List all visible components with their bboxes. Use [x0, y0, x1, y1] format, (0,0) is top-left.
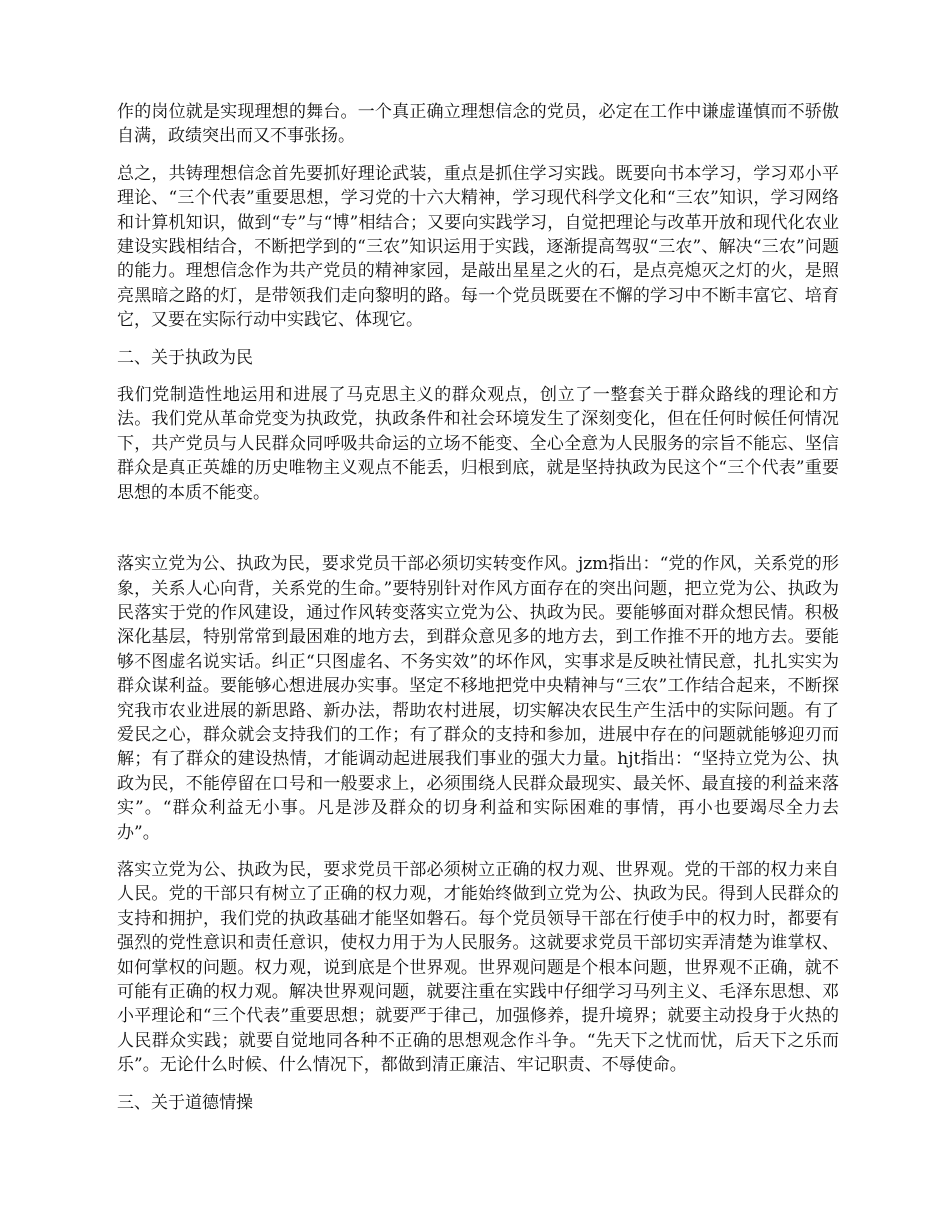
paragraph-work-style: 落实立党为公、执政为民，要求党员干部必须切实转变作风。jzm指出：“党的作风，关系党的形象，关系人心向背，关系党的生命。”要特别针对作风方面存在的突出问题，把立党为公、执政为民落实于党的作风建设，通过作风转变落实立党为公、执政为民。要能够面对群众想民情。积极深化基层，特别常常到最困难的地方去，到群众意见多的地方去，到工作推不开的地方去。要能够不图虚名说实话。纠正“只图虚名、不务实效”的坏作风，实事求是反映社情民意，扎扎实实为群众谋利益。要能够心想进展办实事。坚定不移地把党中央精神与“三农”工作结合起来，不断探究我市农业进展的新思路、新办法，帮助农村进展，切实解决农民生产生活中的实际问题。有了爱民之心，群众就会支持我们的工作；有了群众的支持和参加，进展中存在的问题就能够迎刃而解；有了群众的建设热情，才能调动起进展我们事业的强大力量。hjt指出：“坚持立党为公、执政为民，不能停留在口号和一般要求上，必须围绕人民群众最现实、最关怀、最直接的利益来落实”。“群众利益无小事。凡是涉及群众的切身利益和实际困难的事情，再小也要竭尽全力去办”。	[117, 554, 839, 843]
paragraph-ideals-conclusion: 作的岗位就是实现理想的舞台。一个真正确立理想信念的党员，必定在工作中谦虚谨慎而不骄傲自满，政绩突出而又不事张扬。	[117, 102, 839, 147]
paragraph-theory-study: 总之，共铸理想信念首先要抓好理论武装，重点是抓住学习实践。既要向书本学习，学习邓小平理论、“三个代表”重要思想，学习党的十六大精神，学习现代科学文化和“三农”知识，学习网络和计算机知识，做到“专”与“博”相结合；又要向实践学习，自觉把理论与改革开放和现代化农业建设实践相结合，不断把学到的“三农”知识运用于实践，逐渐提高驾驭“三农”、解决“三农”问题的能力。理想信念作为共产党员的精神家园，是敲出星星之火的石，是点亮熄灭之灯的火，是照亮黑暗之路的灯，是带领我们走向黎明的路。每一个党员既要在不懈的学习中不断丰富它、培育它，又要在实际行动中实践它、体现它。	[117, 163, 839, 331]
paragraph-spacer	[117, 518, 839, 552]
document-body	[117, 100, 839, 1128]
section-heading-governing-for-people: 二、关于执政为民	[117, 347, 253, 368]
paragraph-mass-line: 我们党制造性地运用和进展了马克思主义的群众观点，创立了一整套关于群众路线的理论和方法。我们党从革命党变为执政党，执政条件和社会环境发生了深刻变化，但在任何时候任何情况下，共产党员与人民群众同呼吸共命运的立场不能变、全心全意为人民服务的宗旨不能忘、坚信群众是真正英雄的历史唯物主义观点不能丢，归根到底，就是坚持执政为民这个“三个代表”重要思想的本质不能变。	[117, 385, 839, 503]
paragraph-power-view: 落实立党为公、执政为民，要求党员干部必须树立正确的权力观、世界观。党的干部的权力来自人民。党的干部只有树立了正确的权力观，才能始终做到立党为公、执政为民。得到人民群众的支持和拥护，我们党的执政基础才能坚如磐石。每个党员领导干部在行使手中的权力时，都要有强烈的党性意识和责任意识，使权力用于为人民服务。这就要求党员干部切实弄清楚为谁掌权、如何掌权的问题。权力观，说到底是个世界观。世界观问题是个根本问题，世界观不正确，就不可能有正确的权力观。解决世界观问题，就要注重在实践中仔细学习马列主义、毛泽东思想、邓小平理论和“三个代表”重要思想；就要严于律己，加强修养，提升境界；就要主动投身于火热的人民群众实践；就要自觉地同各种不正确的思想观念作斗争。“先天下之忧而忧，后天下之乐而乐”。无论什么时候、什么情况下，都做到清正廉洁、牢记职责、不辱使命。	[117, 859, 839, 1076]
section-heading-moral-integrity: 三、关于道德情操	[117, 1092, 253, 1113]
